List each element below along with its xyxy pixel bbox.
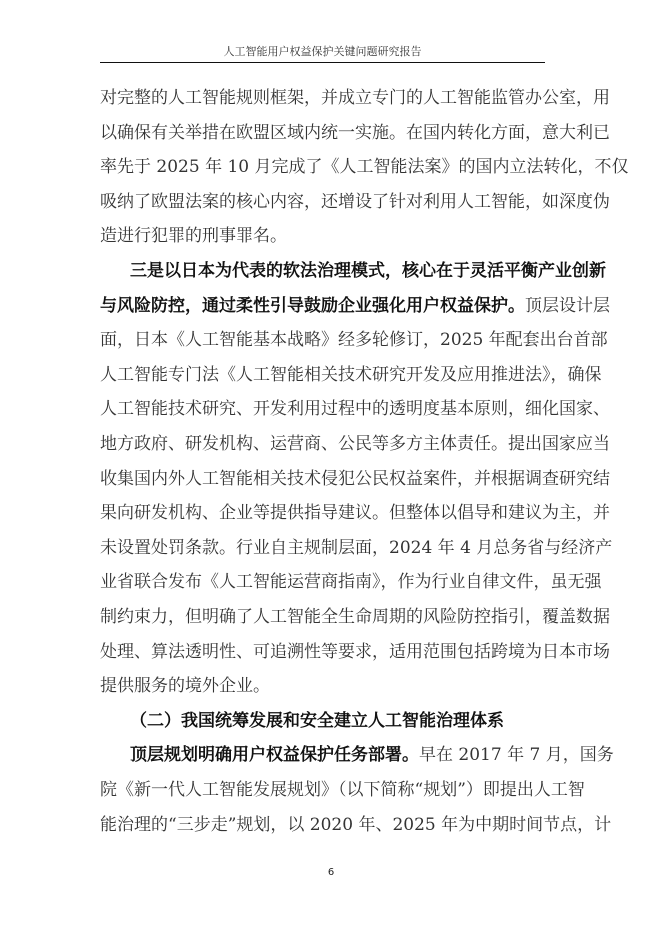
text-line	[100, 122, 610, 144]
text-line	[100, 814, 612, 836]
plain-text: 未设置处罚条款。行业自主规制层面，2024 年 4 月总务省与经济产	[100, 538, 613, 558]
plain-text: 早在 2017 年 7 月，国务	[419, 745, 614, 765]
plain-text: 吸纳了欧盟法案的核心内容，还增设了针对利用人工智能，如深度伪	[100, 192, 610, 212]
text-line	[100, 225, 545, 247]
plain-text: 处理、算法透明性、可追溯性等要求，适用范围包括跨境为日本市场	[100, 642, 610, 662]
bold-text: 与风险防控，通过柔性引导鼓励企业强化用户权益保护。	[100, 296, 525, 316]
text-line	[100, 537, 613, 559]
text-line	[100, 87, 610, 109]
text-line	[100, 295, 610, 317]
plain-text: 面，日本《人工智能基本战略》经多轮修订，2025 年配套出台首部	[100, 330, 608, 350]
plain-text: 制约束力，但明确了人工智能全生命周期的风险防控指引，覆盖数据	[100, 607, 610, 627]
plain-text: 地方政府、研发机构、运营商、公民等多方主体责任。提出国家应当	[100, 434, 610, 454]
text-line	[100, 675, 545, 697]
text-line	[100, 398, 610, 420]
running-header: 人工智能用户权益保护关键问题研究报告	[223, 45, 422, 58]
text-line	[100, 364, 602, 386]
text-line	[100, 156, 629, 178]
text-line	[100, 191, 610, 213]
text-line	[100, 468, 610, 490]
text-line	[130, 744, 614, 766]
plain-text: 以确保有关举措在欧盟区域内统一实施。在国内转化方面，意大利已	[100, 123, 610, 143]
plain-text: 率先于 2025 年 10 月完成了《人工智能法案》的国内立法转化，不仅	[100, 157, 629, 177]
text-line	[100, 606, 610, 628]
plain-text: 人工智能技术研究、开发利用过程中的透明度基本原则，细化国家、	[100, 399, 610, 419]
bold-text: 顶层规划明确用户权益保护任务部署。	[130, 745, 419, 765]
plain-text: 收集国内外人工智能相关技术侵犯公民权益案件，并根据调查研究结	[100, 469, 610, 489]
plain-text: 人工智能专门法《人工智能相关技术研究开发及应用推进法》，确保	[100, 365, 602, 385]
text-line	[100, 641, 610, 663]
text-line	[130, 260, 606, 282]
plain-text: 造进行犯罪的刑事罪名。	[100, 226, 287, 246]
text-line	[100, 571, 602, 593]
plain-text: 院《新一代人工智能发展规划》（以下简称“规划”）即提出人工智	[100, 780, 585, 800]
plain-text: 能治理的“三步走”规划，以 2020 年、2025 年为中期时间节点，计	[100, 815, 612, 835]
text-line	[100, 433, 610, 455]
plain-text: 提供服务的境外企业。	[100, 676, 270, 696]
header-divider	[100, 62, 545, 63]
text-line	[100, 502, 610, 524]
plain-text: 业省联合发布《人工智能运营商指南》，作为行业自律文件，虽无强	[100, 572, 602, 592]
text-line	[100, 779, 585, 801]
bold-text: （二）我国统筹发展和安全建立人工智能治理体系	[130, 711, 504, 731]
page-number: 6	[327, 867, 335, 878]
section-heading	[130, 710, 545, 732]
text-line	[100, 329, 608, 351]
plain-text: 果向研发机构、企业等提供指导建议。但整体以倡导和建议为主，并	[100, 503, 610, 523]
bold-text: 三是以日本为代表的软法治理模式，核心在于灵活平衡产业创新	[130, 261, 606, 281]
plain-text: 对完整的人工智能规则框架，并成立专门的人工智能监管办公室，用	[100, 88, 610, 108]
plain-text: 顶层设计层	[525, 296, 610, 316]
